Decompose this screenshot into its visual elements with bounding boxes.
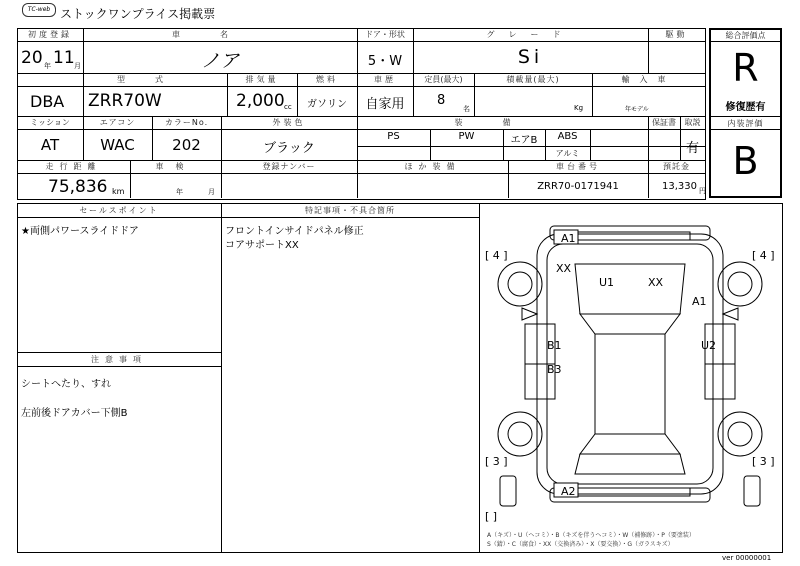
version-text: ver 00000001 (722, 554, 772, 562)
damage-a2: A2 (561, 485, 576, 498)
other-equipment-header: ほか装備 (404, 162, 461, 171)
inspection-year-unit: 年 (176, 188, 183, 196)
exterior-header: 外装色 (272, 118, 306, 127)
door-header: ドア・形状 (365, 30, 405, 39)
model-header: 型式 (117, 75, 193, 84)
chassis-no: ZRR70-0171941 (537, 181, 619, 192)
equip-abs: ABS (557, 131, 578, 142)
legend-line-2: S（錆）・C（腐食）・XX（交換済み）・X（要交換）・G（ガラスキズ） (487, 541, 674, 548)
fuel: ガソリン (307, 99, 347, 110)
overall-note: 修復歴有 (725, 102, 766, 113)
damage-xx-right: XX (648, 276, 664, 289)
capacity: 8 (437, 93, 446, 108)
damage-u2: U2 (701, 339, 717, 352)
chassis-header: 車台番号 (556, 162, 600, 171)
capacity-header: 定員(最大) (424, 75, 463, 84)
bracket-front-left: [ 4 ] (485, 249, 508, 262)
manual-value: 有 (685, 141, 699, 156)
grade: Si (517, 46, 544, 68)
mileage: 75,836 (48, 177, 108, 197)
equip-ps: PS (387, 131, 400, 142)
history: 自家用 (365, 97, 405, 112)
recycle-header: 預託金 (663, 162, 690, 171)
inspection-header: 車検 (155, 162, 196, 171)
caution-line-1: シートへたり、すれ (21, 379, 111, 390)
history-header: 車歴 (374, 75, 396, 84)
first-reg-month: 11 (53, 48, 75, 68)
recycle-fee: 13,330 (662, 181, 697, 192)
damage-xx-left: XX (556, 262, 572, 275)
damage-a1-right: A1 (692, 295, 707, 308)
aircon-header: エアコン (99, 118, 136, 127)
displacement-unit: cc (284, 103, 292, 111)
overall-rating: R (732, 46, 759, 90)
load-unit: Kg (574, 104, 584, 112)
interior-header: 内装評価 (727, 119, 764, 128)
bracket-empty: [ ] (485, 510, 498, 523)
aircon: WAC (100, 136, 135, 154)
car-name-header: 車名 (172, 30, 268, 39)
grade-header: グレード (486, 30, 575, 39)
import-header: 輸入車 (621, 75, 676, 84)
displacement-header: 排気量 (245, 75, 279, 84)
type-prefix: DBA (30, 92, 65, 111)
damage-a1-front: A1 (561, 232, 576, 245)
caution-line-2: 左前後ドアカバー下側B (21, 408, 128, 419)
capacity-unit: 名 (463, 105, 470, 113)
equipment-header: 装備 (454, 118, 551, 127)
page-title: ストックワンプライス掲載票 (60, 7, 216, 21)
equip-airbag: エアB (510, 135, 538, 146)
first-reg-year-unit: 年 (44, 62, 51, 70)
load-header: 積載量(最大) (506, 75, 560, 84)
logo: TC-web (22, 3, 56, 17)
car-damage-diagram (480, 204, 780, 550)
model-year-unit: 年モデル (625, 106, 649, 113)
interior-rating: B (732, 139, 759, 183)
damage-b3: B3 (547, 363, 562, 376)
damage-b1: B1 (547, 339, 562, 352)
bracket-rear-right: [ 3 ] (752, 455, 775, 468)
damage-u1: U1 (599, 276, 615, 289)
exterior-color: ブラック (263, 141, 315, 156)
fuel-header: 燃料 (316, 75, 338, 84)
note-line-1: フロントインサイドパネル修正 (225, 226, 364, 237)
equip-alumi: アルミ (555, 149, 580, 158)
inspection-month-unit: 月 (208, 188, 215, 196)
mission: AT (40, 136, 60, 154)
warranty-header: 保証書 (652, 118, 676, 127)
plate-header: 登録ナンバー (262, 162, 316, 171)
manual-header: 取説 (684, 118, 701, 127)
door-type: 5・W (367, 54, 403, 69)
displacement: 2,000 (236, 91, 285, 111)
caution-header: 注意事項 (91, 355, 147, 364)
first-reg-month-unit: 月 (74, 62, 81, 70)
legend-line-1: A（キズ）・U（ヘコミ）・B（キズを伴うヘコミ）・W（補修跡）・P（要塗装） (487, 532, 695, 539)
mileage-header: 走行距離 (45, 162, 102, 171)
overall-header: 総合評価点 (725, 31, 766, 40)
notes-header: 特記事項・不具合箇所 (305, 206, 395, 215)
mileage-unit: km (112, 187, 125, 196)
bracket-front-right: [ 4 ] (752, 249, 775, 262)
car-name: ノア (200, 50, 239, 72)
model-code: ZRR70W (88, 91, 162, 111)
bracket-rear-left: [ 3 ] (485, 455, 508, 468)
sales-point-text: ★両側パワースライドドア (21, 226, 139, 237)
mission-header: ミッション (30, 118, 70, 127)
first-reg-header: 初度登録 (28, 30, 72, 39)
equip-pw: PW (458, 131, 475, 142)
sales-point-header: セールスポイント (79, 206, 159, 215)
note-line-2: コアサポートXX (225, 240, 299, 251)
color-no-header: カラーNo. (164, 118, 209, 127)
color-no: 202 (172, 136, 201, 154)
drive-header: 駆動 (665, 30, 688, 39)
recycle-unit: 円 (699, 187, 706, 195)
first-reg-year: 20 (21, 48, 43, 68)
